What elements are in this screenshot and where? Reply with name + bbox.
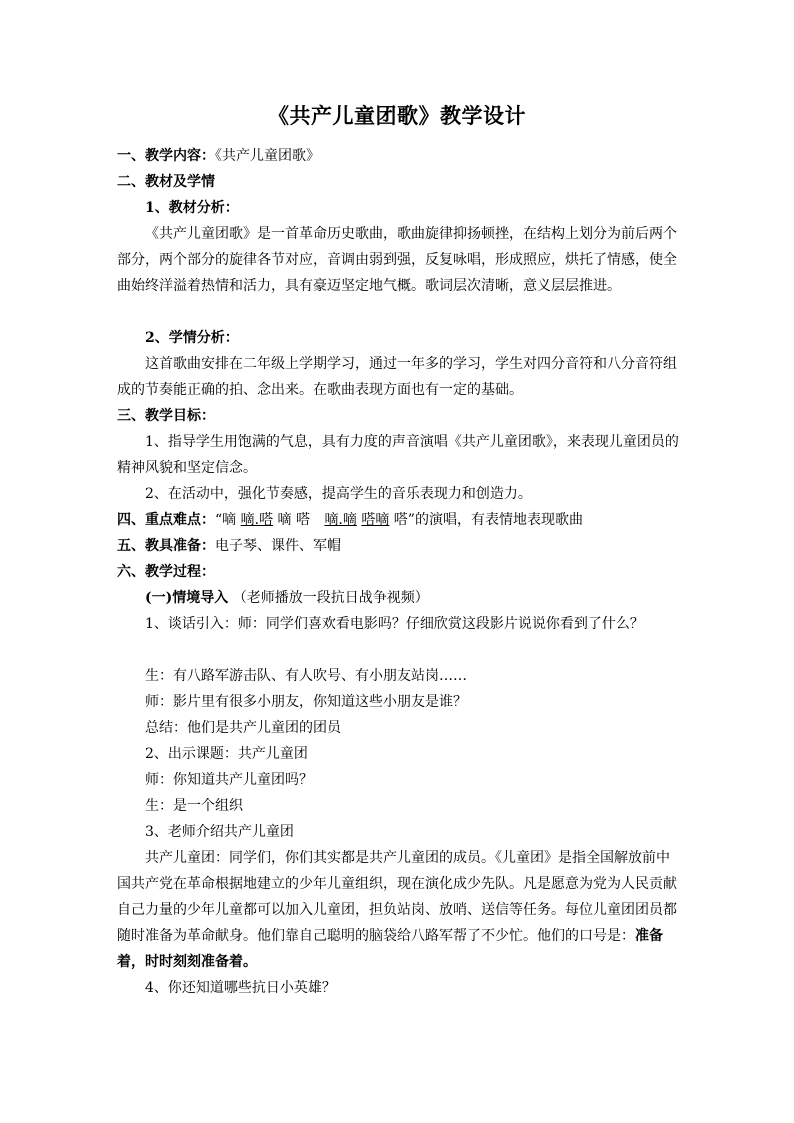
section-key-points-tail: ”的演唱，有表情地表现歌曲 — [407, 512, 583, 528]
subsection-student-analysis-heading: 2、学情分析： — [145, 330, 239, 346]
process-line-7: 生：是一个组织 — [145, 798, 243, 814]
process-line-6: 师：你知道共产儿童团吗？ — [145, 772, 313, 788]
goal-2: 2、在活动中，强化节奏感，提高学生的音乐表现力和创造力。 — [145, 486, 532, 502]
section-tools-heading: 五、教具准备： — [117, 538, 215, 554]
process-line-10: 4、你还知道哪些抗日小英雄？ — [145, 980, 336, 996]
subsection-intro — [117, 585, 679, 611]
material-analysis-paragraph: 《共产儿童团歌》是一首革命历史歌曲，歌曲旋律抑扬顿挫，在结构上划分为前后两个部分，两个部分的旋律各节对应，音调由弱到强，反复咏唱，形成照应，烘托了情感，使全曲始终洋溢着热情和活力，具有豪迈坚定地气概。歌词层次清晰，意义层层推进。 — [117, 226, 677, 294]
section-key-points — [117, 507, 679, 533]
children-corps-slogan: 准备着，时时刻刻准备着。 — [117, 928, 663, 970]
rhythm-syllable: 嗒嘀 — [361, 512, 390, 528]
section-tools — [117, 533, 679, 559]
section-content-text: 《共产儿童团歌》 — [215, 148, 320, 164]
subsection-intro-label: (一)情境导入 — [145, 590, 229, 606]
section-goals-heading: 三、教学目标： — [117, 408, 215, 424]
rhythm-syllable: 嗒 — [295, 512, 310, 528]
section-tools-text: 电子琴、课件、军帽 — [215, 538, 341, 554]
process-line-3: 师：影片里有很多小朋友，你知道这些小朋友是谁？ — [145, 694, 467, 710]
section-materials-heading: 二、教材及学情 — [117, 174, 215, 190]
process-line-1: 1、谈话引入：师：同学们喜欢看电影吗？仔细欣赏这段影片说说你看到了什么？ — [145, 616, 644, 632]
subsection-intro-note: （老师播放一段抗日战争视频） — [232, 590, 429, 606]
document-title: 《共产儿童团歌》教学设计 — [268, 103, 526, 128]
rhythm-syllable: 嘀 — [222, 512, 237, 528]
subsection-material-analysis-heading: 1、教材分析： — [145, 200, 239, 216]
children-corps-paragraph — [117, 845, 679, 975]
rhythm-syllable: 嘀 — [277, 512, 292, 528]
rhythm-quote-open: “ — [215, 512, 223, 528]
section-content — [117, 143, 679, 169]
process-line-2: 生：有八路军游击队、有人吹号、有小朋友站岗…… — [145, 668, 467, 684]
student-analysis-paragraph: 这首歌曲安排在二年级上学期学习，通过一年多的学习，学生对四分音符和八分音符组成的节奏能正确的拍、念出来。在歌曲表现方面也有一定的基础。 — [117, 356, 677, 398]
children-corps-text: 共产儿童团：同学们，你们其实都是共产儿童团的成员。《儿童团》是指全国解放前中国共产党在革命根据地建立的少年儿童组织，现在演化成少先队。凡是愿意为党为人民贡献自己力量的少年儿童都可以加入儿童团，担负站岗、放哨、送信等任务。每位儿童团团员都随时准备为革命献身。他们靠自己聪明的脑袋给八路军帮了不少忙。他们的口号是： — [117, 850, 677, 944]
rhythm-syllable: 嘀.嗒 — [240, 512, 274, 528]
section-key-points-heading: 四、重点难点： — [117, 512, 215, 528]
process-line-5: 2、出示课题：共产儿童团 — [145, 746, 308, 762]
process-line-8: 3、老师介绍共产儿童团 — [145, 824, 294, 840]
goal-1: 1、指导学生用饱满的气息，具有力度的声音演唱《共产儿童团歌》，来表现儿童团员的精神风貌和坚定信念。 — [117, 434, 679, 476]
rhythm-syllable: 嘀.嘀 — [324, 512, 357, 528]
section-content-heading: 一、教学内容： — [117, 148, 215, 164]
process-line-4: 总结：他们是共产儿童团的团员 — [145, 720, 341, 736]
section-process-heading: 六、教学过程： — [117, 564, 215, 580]
rhythm-syllable: 嗒 — [393, 512, 408, 528]
